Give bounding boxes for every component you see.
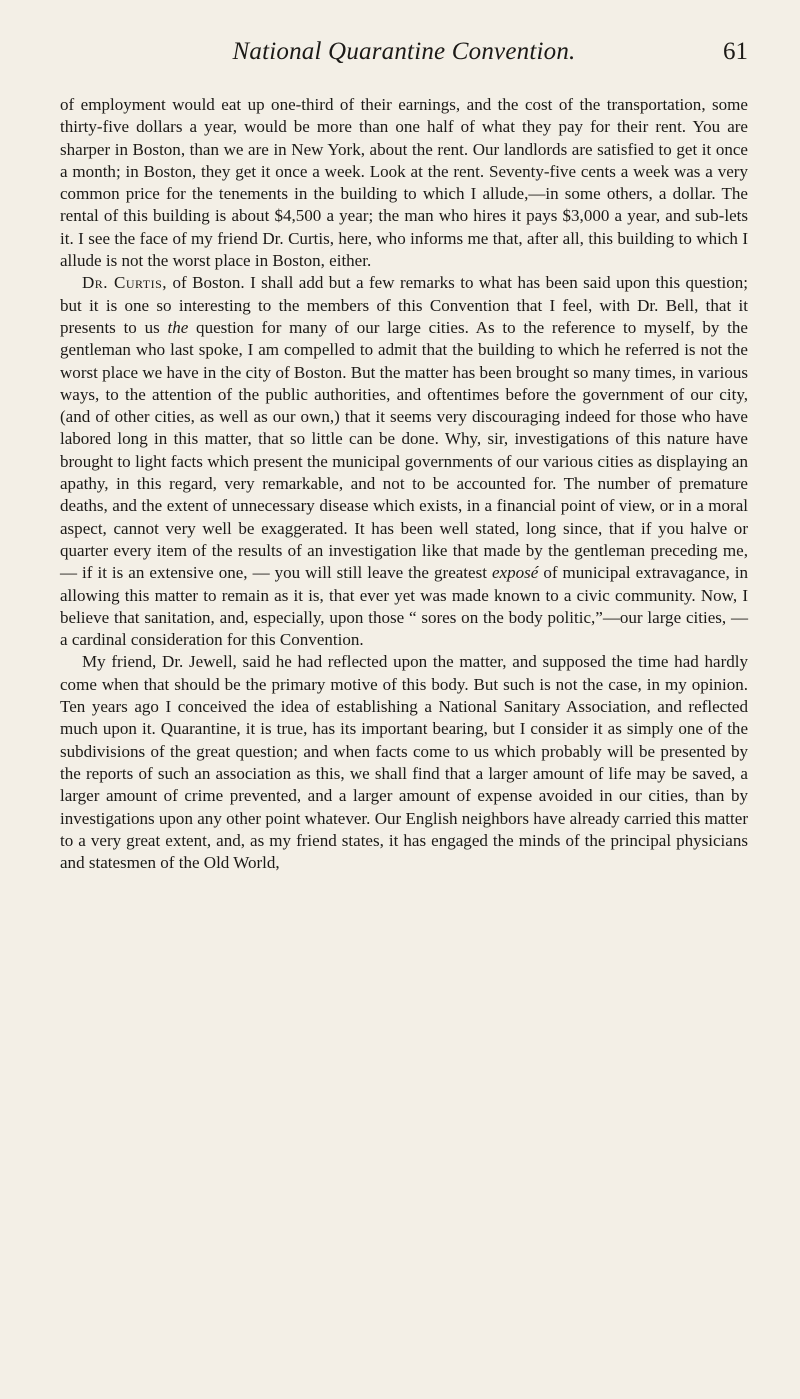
paragraph-text: of Boston. I shall add but a few remarks to what has been said upon this question; but it is one so interesting to the members of this Convention that I feel, with Dr. Bell, that it presents to us bbox=[60, 273, 748, 337]
italic-text: exposé bbox=[491, 563, 539, 583]
paragraph-dr-curtis bbox=[60, 272, 748, 651]
italic-text: the bbox=[167, 317, 189, 337]
paragraph-text: of municipal extravagance, in allowing this matter to remain as it is, that ever yet was made known to a civic community. Now, I believe that sanitation, and, especially, upon those “ sores on the body politic,”—our large cities, — a cardinal consideration for this Convention. bbox=[60, 563, 748, 650]
running-title: National Quarantine Convention. bbox=[232, 38, 576, 65]
running-head bbox=[60, 38, 748, 70]
paragraph-dr-jewell: My friend, Dr. Jewell, said he had reflected upon the matter, and supposed the time had hardly come when that should be the primary motive of this body. But such is not the case, in my opinion. Ten years ago I conceived the idea of establishing a National Sanitary Association, and reflected much upon it. Quarantine, it is true, has its important bearing, but I consider it as simply one of the subdivisions of the great question; and when facts come to us which probably will be presented by the reports of such an association as this, we shall find that a larger amount of life may be saved, a larger amount of crime prevented, and a larger amount of expense avoided in our cities, than by investigations upon any other point whatever. Our English neighbors have already carried this matter to a very great extent, and, as my friend states, it has engaged the minds of the principal physicians and statesmen of the Old World, bbox=[60, 652, 748, 873]
page-number: 61 bbox=[723, 38, 748, 65]
body-text bbox=[60, 94, 748, 874]
paragraph-text: question for many of our large cities. As to the reference to myself, by the gentleman who last spoke, I am compelled to admit that the building to which he referred is not the worst place we have in the city of Boston. But the matter has been brought so many times, in various ways, to the attention of the public authorities, and oftentimes before the government of our city, (and of other cities, as well as our own,) that it seems very discouraging indeed for those who have labored long in this matter, that so little can be done. Why, sir, investigations of this nature have brought to light facts which present the municipal governments of our various cities as displaying an apathy, in this regard, very remarkable, and not to be accounted for. The number of premature deaths, and the extent of unnecessary disease which exists, in a financial point of view, or in a moral aspect, cannot very well be exaggerated. It has been well stated, long since, that if you halve or quarter every item of the results of an investigation like that made by the gentleman preceding me, — if it is an extensive one, — you will still leave the greatest bbox=[60, 317, 748, 583]
paragraph-continuation: of employment would eat up one-third of their earnings, and the cost of the transportation, some thirty-five dollars a year, would be more than one half of what they pay for their rent. You are sharper in Boston, than we are in New York, about the rent. Our landlords are satisfied to get it once a month; in Boston, they get it once a week. Look at the rent. Seventy-five cents a week was a very common price for the tenements in the building to which I allude,—in some others, a dollar. The rental of this building is about $4,500 a year; the man who hires it pays $3,000 a year, and sub-lets it. I see the face of my friend Dr. Curtis, here, who informs me that, after all, this building to which I allude is not the worst place in Boston, either. bbox=[60, 95, 748, 271]
speaker-name: Dr. Curtis, bbox=[82, 273, 168, 293]
